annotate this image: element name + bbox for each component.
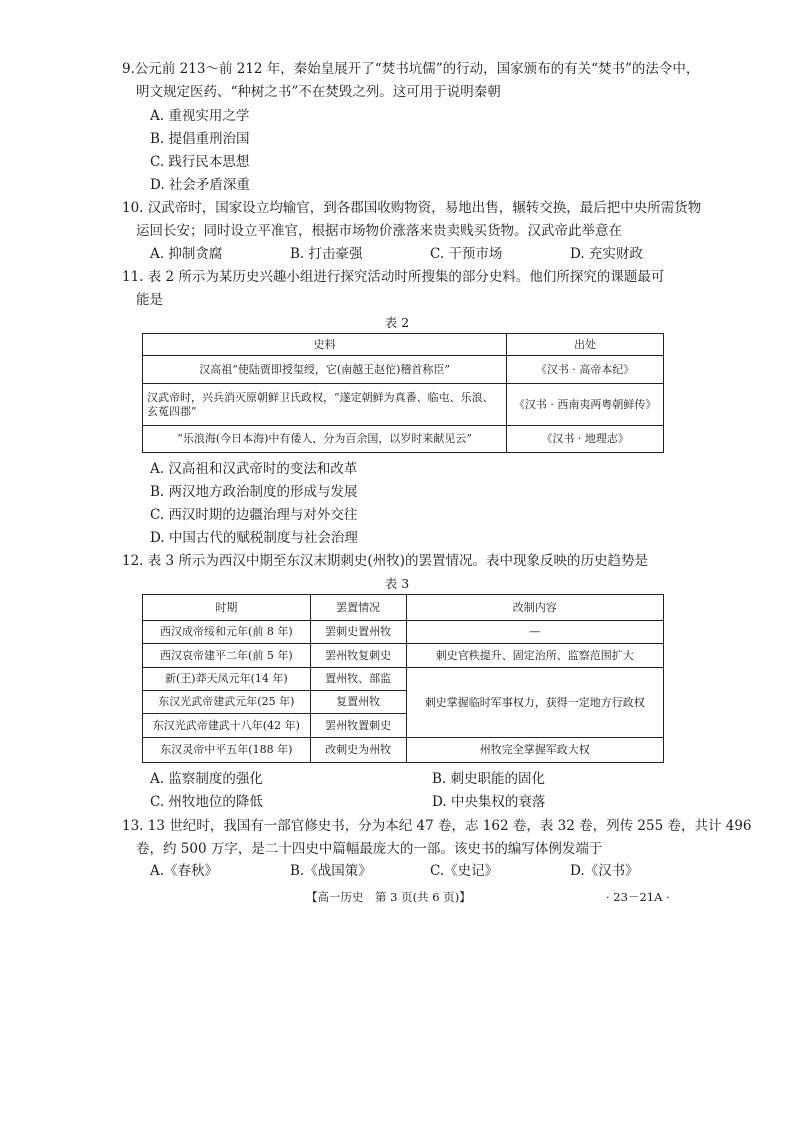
table-2 bbox=[142, 333, 664, 453]
table2-cell-line: 玄菟四郡” bbox=[147, 404, 197, 418]
q13-option-b: B.《战国策》 bbox=[290, 863, 372, 879]
table3-cell: — bbox=[406, 621, 663, 644]
q13-line2: 卷，约 500 万字，是二十四史中篇幅最庞大的一部。该史书的编写体例发端于 bbox=[136, 841, 603, 857]
table3-cell: 罢州牧置刺史 bbox=[310, 714, 406, 738]
table3-cell: 改刺史为州牧 bbox=[310, 738, 406, 763]
q12-option-b: B. 刺史职能的固化 bbox=[432, 771, 546, 787]
q10-option-d: D. 充实财政 bbox=[570, 246, 643, 262]
table3-caption: 表 3 bbox=[384, 576, 410, 591]
q13-option-a: A.《春秋》 bbox=[150, 863, 219, 879]
table3-cell: 新(王)莽天凤元年(14 年) bbox=[143, 668, 311, 691]
table-row bbox=[143, 668, 664, 691]
q12-line1: 12. 表 3 所示为西汉中期至东汉末期刺史(州牧)的罢置情况。表中现象反映的历史趋势是 bbox=[122, 553, 648, 569]
table2-cell-line: 汉武帝时，兴兵消灭原朝鲜卫氏政权，“遂定朝鲜为真番、临屯、乐浪、 bbox=[147, 390, 494, 404]
q10-option-c: C. 干预市场 bbox=[430, 246, 503, 262]
table3-cell: 刺史官秩提升、固定治所、监察范围扩大 bbox=[406, 644, 663, 668]
page-footer-label: 【高一历史 第 3 页(共 6 页)】 bbox=[306, 890, 471, 904]
q10-line1: 10. 汉武帝时，国家设立均输官，到各郡国收购物资，易地出售，辗转交换，最后把中央所需货物 bbox=[122, 200, 702, 216]
q13-line1: 13. 13 世纪时，我国有一部官修史书，分为本纪 47 卷，志 162 卷，表 32 卷，列传 255 卷，共计 496 bbox=[122, 818, 752, 834]
table-3 bbox=[142, 594, 664, 763]
q12-option-d: D. 中央集权的衰落 bbox=[432, 794, 546, 810]
q13-option-c: C.《史记》 bbox=[430, 863, 499, 879]
table-row bbox=[143, 644, 664, 668]
q9-option-c: C. 践行民本思想 bbox=[150, 154, 250, 170]
table3-cell: 置州牧、部监 bbox=[310, 668, 406, 691]
q9-option-d: D. 社会矛盾深重 bbox=[150, 177, 250, 193]
table3-cell: 州牧完全掌握军政大权 bbox=[406, 738, 663, 763]
table-row bbox=[143, 384, 664, 426]
table-row bbox=[143, 356, 664, 384]
table-row bbox=[143, 738, 664, 763]
table2-cell: “乐浪海(今日本海)中有倭人，分为百余国，以岁时来献见云” bbox=[143, 426, 507, 453]
table3-cell: 东汉灵帝中平五年(188 年) bbox=[143, 738, 311, 763]
exam-code: · 23－21A · bbox=[606, 890, 670, 904]
table3-cell: 西汉哀帝建平二年(前 5 年) bbox=[143, 644, 311, 668]
q10-option-a: A. 抑制贪腐 bbox=[150, 246, 223, 262]
table2-cell: 《汉书 · 高帝本纪》 bbox=[507, 356, 664, 384]
q9-line1: 9.公元前 213～前 212 年，秦始皇展开了“焚书坑儒”的行动，国家颁布的有关“焚书”的法令中， bbox=[122, 61, 700, 77]
table3-header-reform: 改制内容 bbox=[406, 595, 663, 621]
q12-option-c: C. 州牧地位的降低 bbox=[150, 794, 263, 810]
q9-option-b: B. 提倡重刑治国 bbox=[150, 131, 250, 147]
table2-caption: 表 2 bbox=[384, 315, 410, 330]
table3-cell: 东汉光武帝建武十八年(42 年) bbox=[143, 714, 311, 738]
q13-option-d: D.《汉书》 bbox=[570, 863, 639, 879]
table2-cell bbox=[143, 384, 507, 426]
q11-option-d: D. 中国古代的赋税制度与社会治理 bbox=[150, 530, 358, 546]
table3-cell: 西汉成帝绥和元年(前 8 年) bbox=[143, 621, 311, 644]
table2-cell: 《汉书 · 地理志》 bbox=[507, 426, 664, 453]
table2-header-source: 史料 bbox=[143, 334, 507, 356]
q9-option-a: A. 重视实用之学 bbox=[150, 108, 250, 124]
table2-header-origin: 出处 bbox=[507, 334, 664, 356]
q10-option-b: B. 打击豪强 bbox=[290, 246, 363, 262]
q12-option-a: A. 监察制度的强化 bbox=[150, 771, 263, 787]
q11-line1: 11. 表 2 所示为某历史兴趣小组进行探究活动时所搜集的部分史料。他们所探究的课题最可 bbox=[122, 269, 665, 285]
table3-cell: 罢州牧复刺史 bbox=[310, 644, 406, 668]
q11-line2: 能是 bbox=[136, 292, 163, 308]
table3-header-status: 罢置情况 bbox=[310, 595, 406, 621]
table2-cell: 《汉书 · 西南夷两粤朝鲜传》 bbox=[507, 384, 664, 426]
q11-option-b: B. 两汉地方政治制度的形成与发展 bbox=[150, 484, 358, 500]
q11-option-a: A. 汉高祖和汉武帝时的变法和改革 bbox=[150, 461, 358, 477]
q10-line2: 运回长安；同时设立平准官，根据市场物价涨落来贵卖贱买货物。汉武帝此举意在 bbox=[136, 223, 622, 239]
table3-cell: 复置州牧 bbox=[310, 691, 406, 714]
q11-option-c: C. 西汉时期的边疆治理与对外交往 bbox=[150, 507, 358, 523]
table3-header-row bbox=[143, 595, 664, 621]
table2-header-row bbox=[143, 334, 664, 356]
q9-line2: 明文规定医药、“种树之书”不在焚毁之列。这可用于说明秦朝 bbox=[136, 84, 501, 100]
table3-cell: 罢刺史置州牧 bbox=[310, 621, 406, 644]
table2-cell: 汉高祖“使陆贾即授玺绶，它(南越王赵佗)稽首称臣” bbox=[143, 356, 507, 384]
table3-header-period: 时期 bbox=[143, 595, 311, 621]
table-row bbox=[143, 621, 664, 644]
table-row bbox=[143, 426, 664, 453]
table3-cell: 刺史掌握临时军事权力，获得一定地方行政权 bbox=[406, 668, 663, 738]
table3-cell: 东汉光武帝建武元年(25 年) bbox=[143, 691, 311, 714]
